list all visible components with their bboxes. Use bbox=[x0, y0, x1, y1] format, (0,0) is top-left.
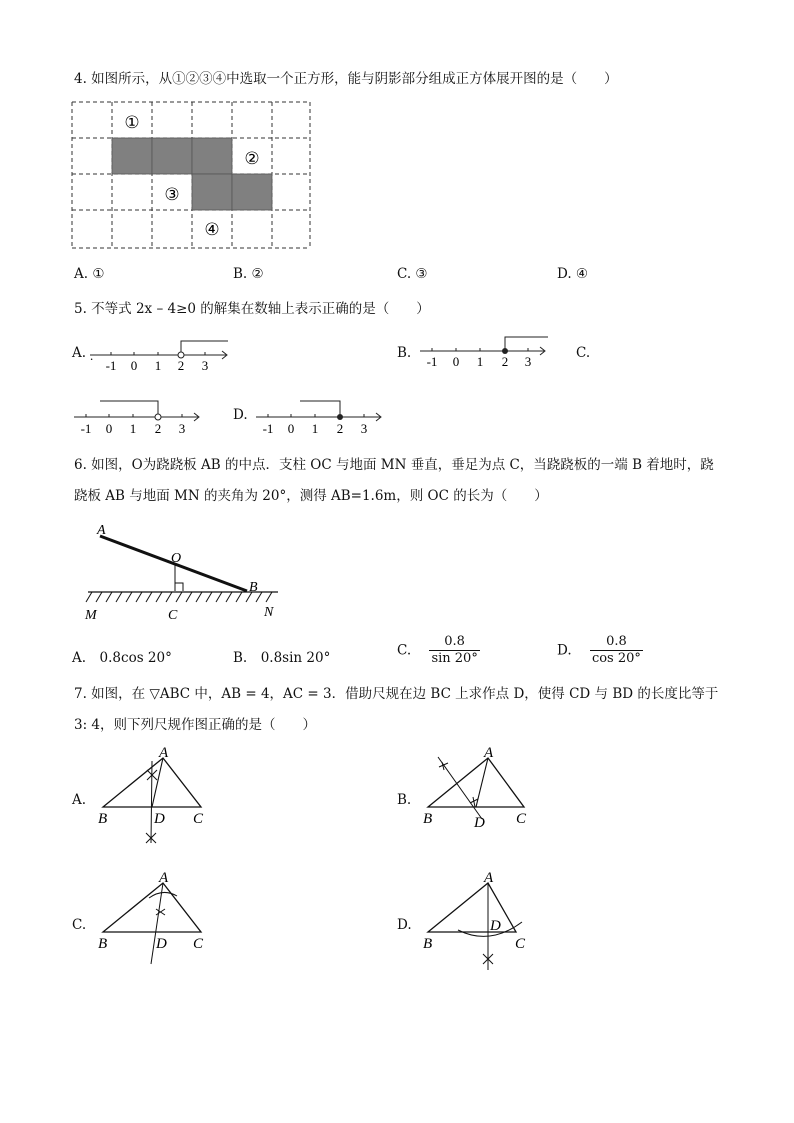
svg-text:B: B bbox=[98, 936, 108, 952]
svg-text:-1: -1 bbox=[80, 421, 92, 436]
svg-text:A: A bbox=[159, 870, 169, 886]
q6-option-a[interactable]: A. 0.8cos 20° bbox=[72, 650, 172, 666]
svg-text:3: 3 bbox=[201, 358, 209, 373]
q7-label-d[interactable]: D. bbox=[397, 917, 412, 933]
svg-text:3: 3 bbox=[360, 421, 368, 436]
svg-text:0: 0 bbox=[452, 354, 460, 369]
q6-seesaw-figure bbox=[80, 520, 285, 625]
svg-text:-1: -1 bbox=[426, 354, 438, 369]
q7-label-c[interactable]: C. bbox=[72, 917, 87, 933]
q5-numberline-b bbox=[416, 335, 556, 375]
svg-text:2: 2 bbox=[177, 358, 185, 373]
svg-text:B: B bbox=[249, 580, 258, 595]
q4-stem: 4. 如图所示，从①②③④中选取一个正方形，能与阴影部分组成正方体展开图的是（ ） bbox=[74, 71, 618, 87]
svg-text:D: D bbox=[490, 918, 501, 934]
q4-option-c[interactable]: C. ③ bbox=[397, 266, 428, 282]
svg-text:3: 3 bbox=[178, 421, 186, 436]
q7-figure-a bbox=[95, 745, 225, 855]
mark-3: ③ bbox=[164, 185, 180, 204]
svg-text:B: B bbox=[423, 811, 433, 827]
q4-grid-figure bbox=[70, 100, 315, 252]
svg-text:D: D bbox=[474, 815, 485, 831]
svg-text:0: 0 bbox=[287, 421, 295, 436]
svg-text:A: A bbox=[484, 745, 494, 761]
q6-stem-line1: 6. 如图，O为跷跷板 AB 的中点．支柱 OC 与地面 MN 垂直，垂足为点 C，当跷跷板的一端 B 着地时，跷 bbox=[74, 457, 714, 473]
q7-figure-d bbox=[420, 870, 550, 975]
mark-4: ④ bbox=[204, 220, 220, 239]
q5-numberline-d bbox=[252, 397, 392, 439]
q5-numberline-c bbox=[70, 397, 210, 439]
q4-option-b[interactable]: B. ② bbox=[233, 266, 264, 282]
svg-text:A: A bbox=[97, 523, 106, 538]
q7-stem-line2: 3: 4，则下列尺规作图正确的是（ ） bbox=[74, 717, 317, 733]
svg-text:D: D bbox=[154, 811, 165, 827]
q6-option-d[interactable]: D. $\frac{0.8}{\cos 20^\circ}$ bbox=[557, 634, 641, 666]
q5-stem: 5. 不等式 2x – 4≥0 的解集在数轴上表示正确的是（ ） bbox=[74, 301, 430, 317]
svg-text:C: C bbox=[168, 608, 178, 623]
q7-figure-b bbox=[420, 745, 550, 840]
q5-label-c[interactable]: C. bbox=[576, 345, 591, 361]
q4-option-a[interactable]: A. ① bbox=[74, 266, 105, 282]
svg-text:A: A bbox=[159, 745, 169, 761]
svg-text:.: . bbox=[90, 348, 94, 363]
svg-text:O: O bbox=[171, 551, 182, 566]
q4-option-d[interactable]: D. ④ bbox=[557, 266, 589, 282]
svg-text:D: D bbox=[156, 936, 167, 952]
q7-label-a[interactable]: A. bbox=[72, 792, 87, 808]
q5-label-d[interactable]: D. bbox=[233, 407, 248, 423]
q6-option-b[interactable]: B. 0.8sin 20° bbox=[233, 650, 331, 666]
q7-stem-line1: 7. 如图，在 ▽ABC 中，AB = 4，AC = 3．借助尺规在边 BC 上求作点 D，使得 CD 与 BD 的长度比等于 bbox=[74, 686, 719, 702]
q6-option-c[interactable]: C. $\frac{0.8}{\sin 20^\circ}$ bbox=[397, 634, 478, 666]
svg-text:B: B bbox=[98, 811, 108, 827]
svg-text:C: C bbox=[193, 811, 204, 827]
svg-text:1: 1 bbox=[311, 421, 319, 436]
svg-text:B: B bbox=[423, 936, 433, 952]
q5-label-a[interactable]: A. bbox=[72, 345, 87, 361]
svg-text:3: 3 bbox=[524, 354, 532, 369]
svg-text:1: 1 bbox=[154, 358, 162, 373]
svg-text:1: 1 bbox=[476, 354, 484, 369]
q7-label-b[interactable]: B. bbox=[397, 792, 412, 808]
mark-1: ① bbox=[124, 113, 140, 132]
svg-text:C: C bbox=[193, 936, 204, 952]
q5-numberline-a bbox=[86, 337, 236, 377]
svg-text:0: 0 bbox=[105, 421, 113, 436]
q6-stem-line2: 跷板 AB 与地面 MN 的夹角为 20°，测得 AB=1.6m，则 OC 的长为（ ） bbox=[74, 488, 548, 504]
svg-text:N: N bbox=[264, 605, 274, 620]
svg-text:2: 2 bbox=[336, 421, 344, 436]
mark-2: ② bbox=[244, 149, 260, 168]
svg-text:C: C bbox=[516, 811, 527, 827]
svg-text:-1: -1 bbox=[105, 358, 117, 373]
svg-text:2: 2 bbox=[154, 421, 162, 436]
svg-text:A: A bbox=[484, 870, 494, 886]
svg-text:-1: -1 bbox=[262, 421, 274, 436]
svg-text:C: C bbox=[515, 936, 526, 952]
svg-text:1: 1 bbox=[129, 421, 137, 436]
q5-label-b[interactable]: B. bbox=[397, 345, 412, 361]
q7-figure-c bbox=[95, 870, 225, 970]
svg-text:2: 2 bbox=[501, 354, 509, 369]
svg-text:M: M bbox=[85, 608, 97, 623]
svg-text:0: 0 bbox=[130, 358, 138, 373]
